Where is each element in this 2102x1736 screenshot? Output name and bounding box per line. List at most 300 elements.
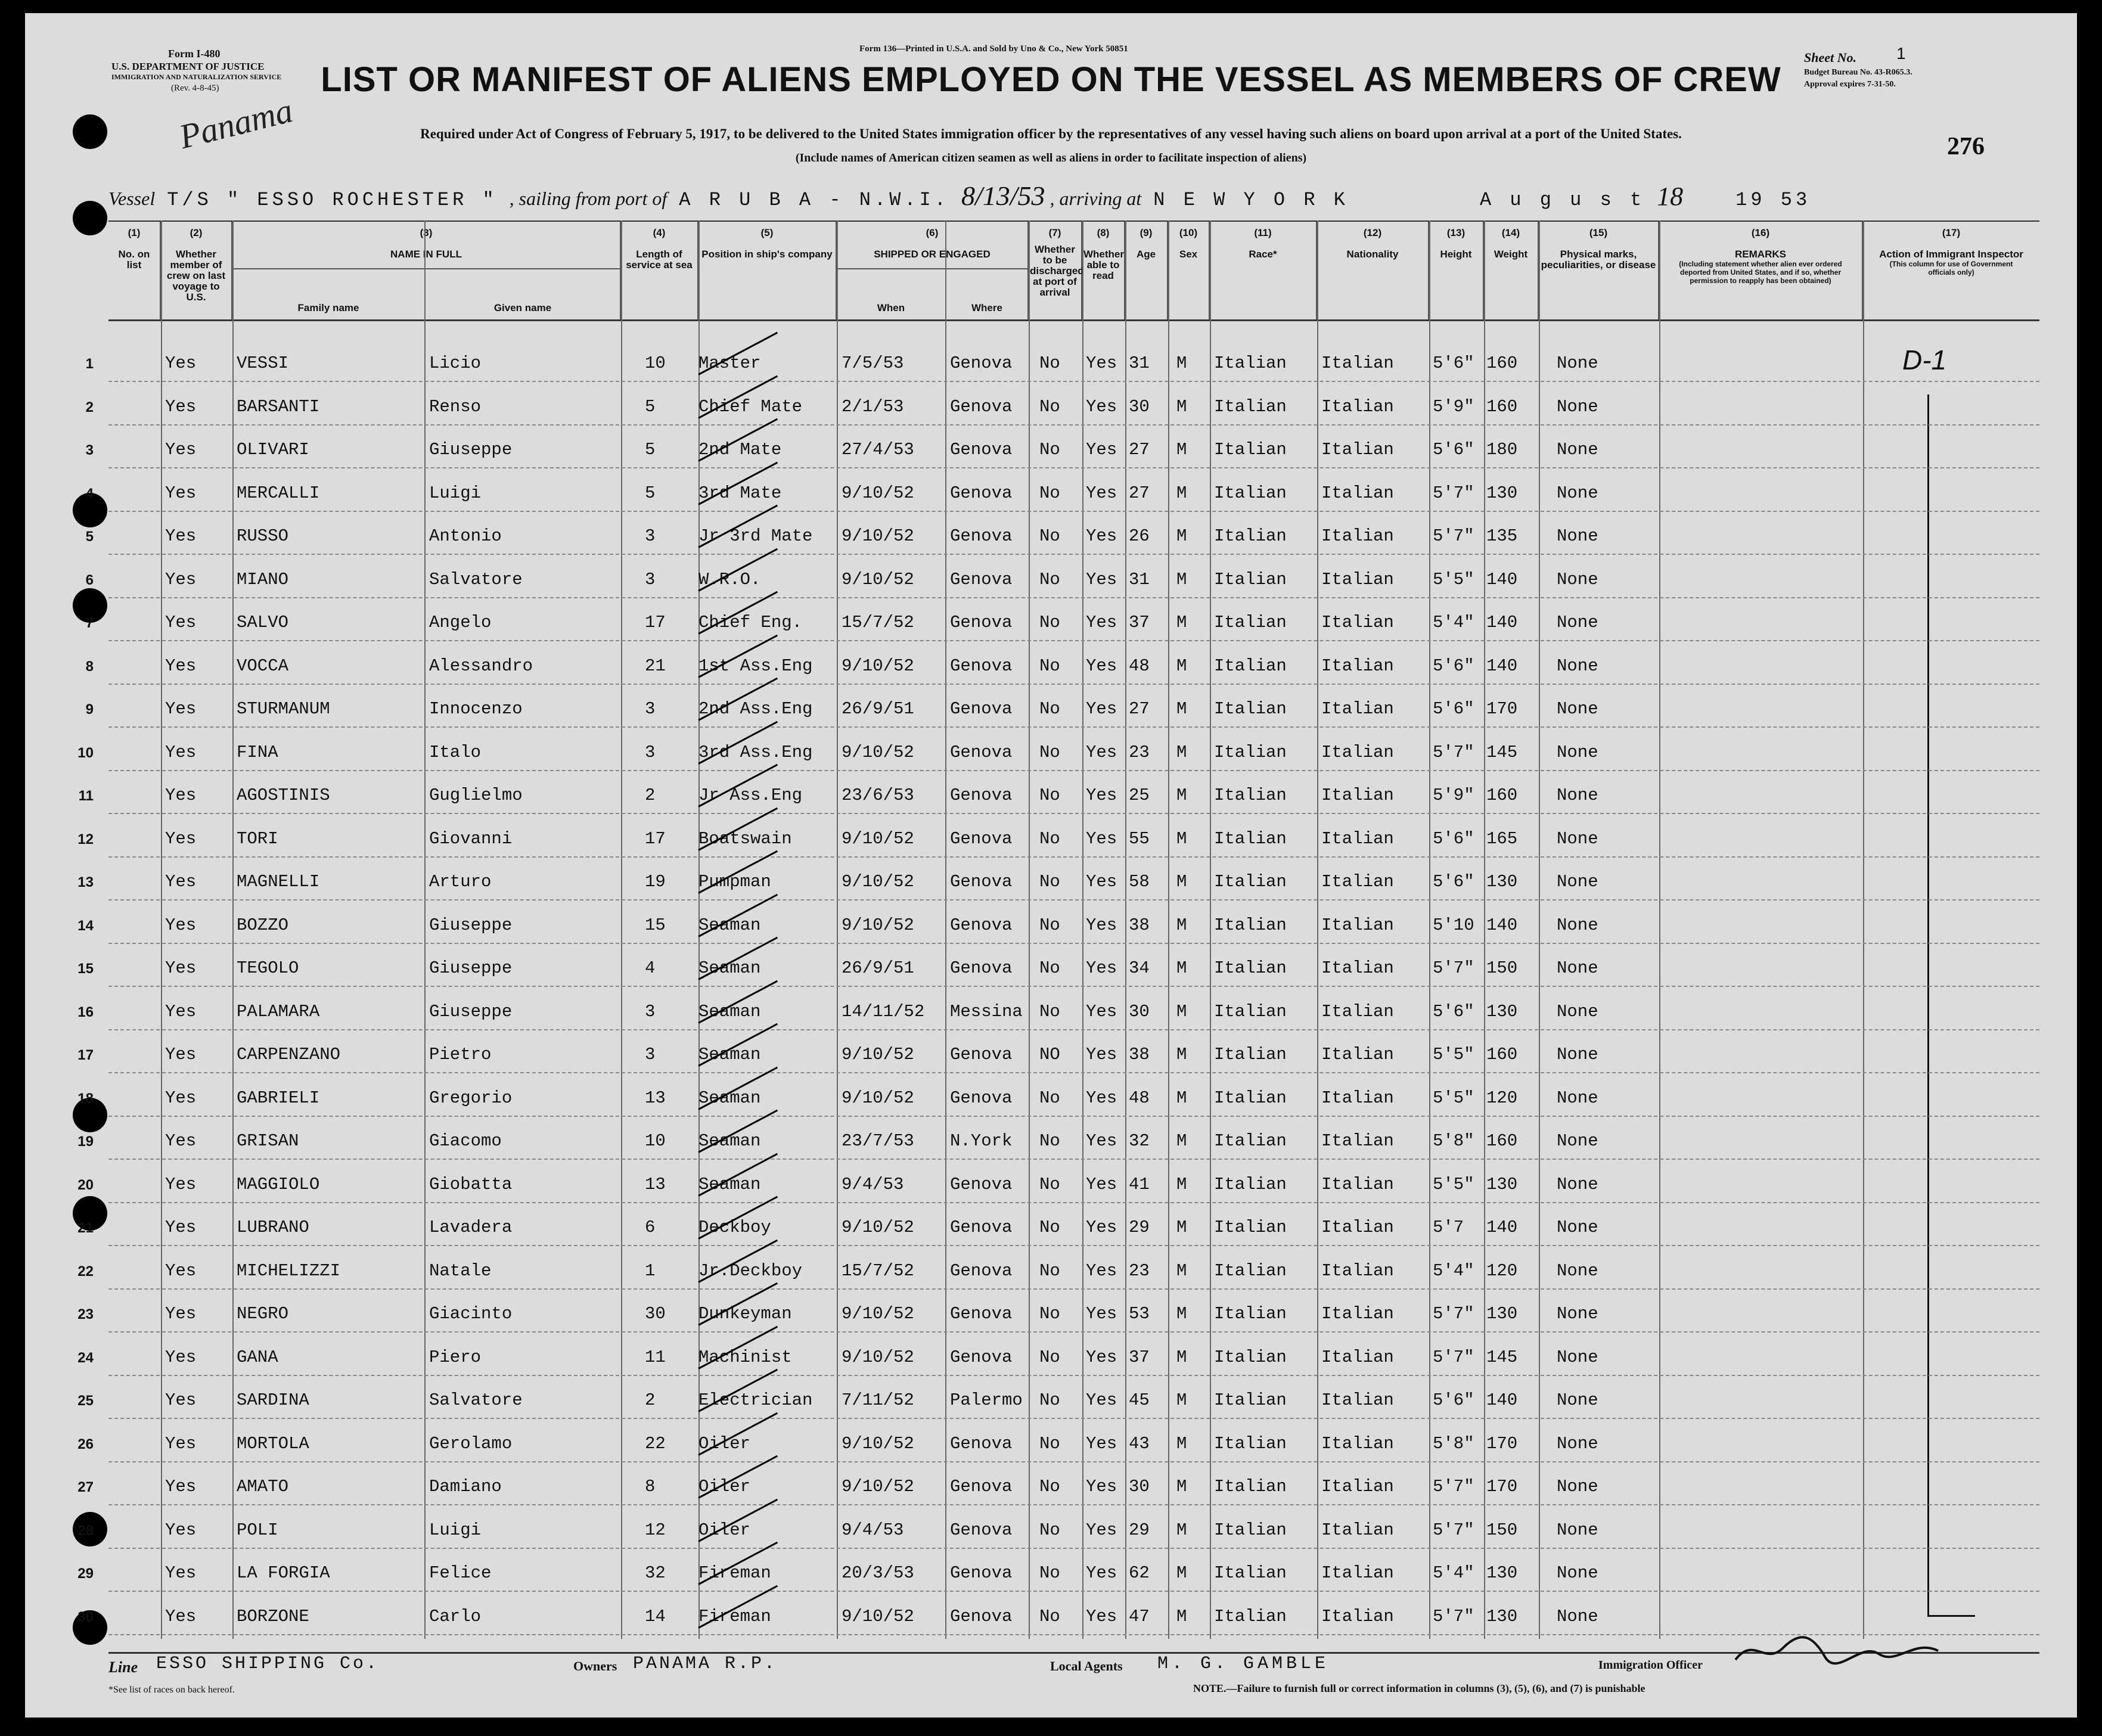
cell-age: 48 [1129, 1088, 1150, 1108]
table-row [77, 1288, 2039, 1333]
cell-service: 13 [645, 1088, 666, 1108]
cell-nationality: Italian [1321, 1260, 1394, 1281]
cell-weight: 135 [1486, 526, 1518, 546]
table-row [77, 813, 2039, 858]
cell-service: 5 [645, 440, 656, 459]
cell-row-number: 10 [77, 744, 94, 761]
cell-position: Machinist [698, 1347, 792, 1367]
cell-discharged: No [1039, 828, 1060, 849]
page-subtitle: Required under Act of Congress of February 5, 1917, to be delivered to the United States immigration officer by the representatives of any vessel having such aliens on board upon arrival at a port of the United States. [420, 126, 1682, 141]
cell-discharged: No [1039, 1390, 1060, 1410]
cell-given-name: Giuseppe [429, 440, 513, 459]
cell-read: Yes [1086, 569, 1117, 589]
table-row [77, 1073, 2039, 1117]
cell-weight: 120 [1486, 1260, 1518, 1281]
cell-given-name: Italo [429, 742, 482, 762]
cell-race: Italian [1214, 1088, 1287, 1108]
cell-row-number: 25 [77, 1393, 94, 1409]
cell-race: Italian [1214, 440, 1287, 459]
cell-discharged: No [1039, 915, 1060, 935]
cell-row-number: 9 [85, 701, 94, 718]
cell-age: 29 [1129, 1218, 1150, 1237]
vessel-line [108, 180, 1818, 212]
cell-shipped-where: Genova [950, 915, 1013, 935]
cell-discharged: No [1039, 396, 1060, 417]
cell-shipped-when: 2/1/53 [842, 396, 904, 417]
cell-discharged: No [1039, 656, 1060, 676]
cell-discharged: No [1039, 699, 1060, 719]
cell-weight: 165 [1486, 828, 1518, 849]
cell-read: Yes [1086, 483, 1117, 503]
cell-height: 5'5" [1433, 1045, 1474, 1064]
cell-shipped-where: Genova [950, 440, 1013, 459]
cell-sex: M [1176, 1477, 1187, 1496]
cell-discharged: No [1039, 483, 1060, 503]
cell-weight: 130 [1486, 1304, 1518, 1324]
cell-discharged: No [1039, 353, 1060, 373]
cell-physical-marks: None [1557, 1260, 1598, 1281]
table-row [85, 338, 2039, 382]
cell-sex: M [1176, 1520, 1187, 1540]
cell-race: Italian [1214, 353, 1287, 373]
cell-race: Italian [1214, 526, 1287, 546]
cell-physical-marks: None [1557, 828, 1598, 849]
table-row [85, 597, 2039, 641]
cell-last-voyage: Yes [165, 1520, 197, 1540]
cell-last-voyage: Yes [165, 1477, 197, 1496]
cell-height: 5'4" [1433, 1563, 1474, 1583]
cell-position: 3rd Ass.Eng [698, 742, 813, 762]
cell-shipped-when: 27/4/53 [842, 440, 914, 459]
cell-physical-marks: None [1557, 915, 1598, 935]
cell-discharged: No [1039, 1174, 1060, 1194]
cell-height: 5'7" [1433, 1347, 1474, 1367]
col-header-service: (4) Length of service at sea [621, 222, 698, 319]
table-row [77, 1461, 2039, 1505]
cell-race: Italian [1214, 915, 1287, 935]
cell-weight: 145 [1486, 742, 1518, 762]
cell-shipped-when: 9/4/53 [842, 1520, 904, 1540]
cell-race: Italian [1214, 1477, 1287, 1496]
cell-discharged: No [1039, 1260, 1060, 1281]
cell-physical-marks: None [1557, 699, 1598, 719]
cell-position: Jr Ass.Eng [698, 785, 803, 805]
cell-service: 22 [645, 1433, 666, 1454]
cell-nationality: Italian [1321, 440, 1394, 459]
cell-weight: 140 [1486, 1218, 1518, 1237]
cell-given-name: Giacinto [429, 1304, 513, 1324]
cell-last-voyage: Yes [165, 396, 197, 417]
table-row [77, 856, 2039, 900]
cell-height: 5'8" [1433, 1131, 1474, 1151]
inspector-mark: D-1 [1902, 344, 1947, 375]
owners-value: PANAMA R.P. [633, 1654, 778, 1674]
table-row [77, 1548, 2039, 1592]
cell-family-name: MAGNELLI [237, 872, 320, 892]
cell-nationality: Italian [1321, 958, 1394, 978]
cell-shipped-when: 9/10/52 [842, 569, 914, 589]
cell-last-voyage: Yes [165, 915, 197, 935]
cell-shipped-when: 9/10/52 [842, 1088, 914, 1108]
cell-shipped-where: Genova [950, 1088, 1013, 1108]
cell-service: 13 [645, 1174, 666, 1194]
col-header-nationality: (12) Nationality [1317, 222, 1429, 319]
cell-given-name: Lavadera [429, 1218, 513, 1237]
cell-row-number: 13 [77, 874, 94, 890]
cell-family-name: POLI [237, 1520, 278, 1540]
cell-read: Yes [1086, 1347, 1117, 1367]
cell-nationality: Italian [1321, 656, 1394, 676]
cell-service: 12 [645, 1520, 666, 1540]
cell-shipped-when: 9/10/52 [842, 915, 914, 935]
cell-position: Fireman [698, 1606, 771, 1626]
cell-row-number: 17 [77, 1047, 94, 1063]
cell-family-name: BOZZO [237, 915, 289, 935]
cell-position: Jr 3rd Mate [698, 526, 813, 546]
cell-shipped-where: Palermo [950, 1390, 1023, 1410]
cell-race: Italian [1214, 1045, 1287, 1064]
cell-weight: 160 [1486, 1045, 1518, 1064]
cell-physical-marks: None [1557, 1477, 1598, 1496]
cell-race: Italian [1214, 1563, 1287, 1583]
cell-family-name: CARPENZANO [237, 1045, 341, 1064]
cell-position: Jr.Deckboy [698, 1260, 803, 1281]
cell-read: Yes [1086, 656, 1117, 676]
cell-read: Yes [1086, 958, 1117, 978]
cell-weight: 160 [1486, 1131, 1518, 1151]
arrival-year: 19 53 [1735, 189, 1811, 211]
sheet-number: 1 [1896, 44, 1906, 63]
cell-row-number: 22 [77, 1263, 94, 1280]
cell-physical-marks: None [1557, 1001, 1598, 1021]
page-subnote: (Include names of American citizen seamen as well as aliens in order to facilitate inspection of aliens) [795, 151, 1307, 164]
cell-height: 5'5" [1433, 1088, 1474, 1108]
table-row [77, 900, 2039, 944]
cell-last-voyage: Yes [165, 872, 197, 892]
cell-shipped-where: N.York [950, 1131, 1013, 1151]
cell-nationality: Italian [1321, 1218, 1394, 1237]
cell-family-name: LUBRANO [237, 1218, 309, 1237]
cell-row-number: 6 [85, 572, 94, 588]
cell-age: 62 [1129, 1563, 1150, 1583]
col-header-physical-marks: (15) Physical marks, peculiarities, or disease [1539, 222, 1659, 319]
cell-family-name: MORTOLA [237, 1433, 309, 1454]
cell-height: 5'6" [1433, 1390, 1474, 1410]
cell-age: 29 [1129, 1520, 1150, 1540]
col-header-no: (1) No. on list [108, 222, 161, 319]
cell-given-name: Pietro [429, 1045, 492, 1064]
cell-sex: M [1176, 483, 1187, 503]
cell-age: 55 [1129, 828, 1150, 849]
cell-shipped-where: Genova [950, 396, 1013, 417]
col-header-sex: (10) Sex [1168, 222, 1210, 319]
cell-row-number: 5 [85, 529, 94, 545]
cell-sex: M [1176, 699, 1187, 719]
cell-height: 5'5" [1433, 569, 1474, 589]
cell-position: Seaman [698, 1088, 761, 1108]
cell-service: 5 [645, 483, 656, 503]
cell-last-voyage: Yes [165, 1174, 197, 1194]
cell-position: Fireman [698, 1563, 771, 1583]
table-row [85, 641, 2039, 685]
cell-shipped-when: 9/10/52 [842, 526, 914, 546]
cell-height: 5'7" [1433, 958, 1474, 978]
cell-read: Yes [1086, 1606, 1117, 1626]
sailing-label: , sailing from port of [509, 188, 667, 209]
cell-discharged: No [1039, 1304, 1060, 1324]
line-value: ESSO SHIPPING Co. [156, 1654, 380, 1674]
cell-height: 5'7" [1433, 483, 1474, 503]
cell-age: 26 [1129, 526, 1150, 546]
cell-last-voyage: Yes [165, 1131, 197, 1151]
cell-weight: 150 [1486, 958, 1518, 978]
cell-physical-marks: None [1557, 1390, 1598, 1410]
cell-given-name: Angelo [429, 613, 492, 632]
cell-race: Italian [1214, 1433, 1287, 1454]
col-header-age: (9) Age [1125, 222, 1168, 319]
cell-shipped-where: Genova [950, 526, 1013, 546]
cell-shipped-when: 9/10/52 [842, 1433, 914, 1454]
cell-row-number: 30 [77, 1608, 94, 1625]
cell-age: 31 [1129, 353, 1150, 373]
cell-service: 8 [645, 1477, 656, 1496]
cell-discharged: No [1039, 1088, 1060, 1108]
cell-discharged: No [1039, 1477, 1060, 1496]
cell-position: Oiler [698, 1433, 751, 1454]
cell-shipped-when: 9/10/52 [842, 1218, 914, 1237]
cell-weight: 130 [1486, 1563, 1518, 1583]
cell-shipped-where: Genova [950, 1347, 1013, 1367]
cell-shipped-where: Genova [950, 828, 1013, 849]
form-id: Form I-480 [168, 48, 221, 60]
cell-family-name: NEGRO [237, 1304, 289, 1324]
cell-sex: M [1176, 353, 1187, 373]
cell-family-name: TEGOLO [237, 958, 299, 978]
cell-shipped-where: Genova [950, 1606, 1013, 1626]
cell-row-number: 23 [77, 1306, 94, 1322]
cell-height: 5'8" [1433, 1433, 1474, 1454]
table-row [78, 770, 2039, 814]
cell-discharged: No [1039, 1131, 1060, 1151]
cell-given-name: Giuseppe [429, 1001, 513, 1021]
cell-sex: M [1176, 440, 1187, 459]
cell-race: Italian [1214, 828, 1287, 849]
footer-note: NOTE.—Failure to furnish full or correct information in columns (3), (5), (6), and (7) is punishable [1193, 1682, 1645, 1694]
cell-race: Italian [1214, 1606, 1287, 1626]
table-row [77, 1591, 2039, 1635]
cell-row-number: 24 [77, 1349, 94, 1366]
budget-bureau: Budget Bureau No. 43-R065.3. [1804, 68, 1912, 77]
printer-line: Form 136—Printed in U.S.A. and Sold by Uno & Co., New York 50851 [859, 44, 1128, 54]
cell-height: 5'6" [1433, 699, 1474, 719]
cell-height: 5'7" [1433, 1477, 1474, 1496]
cell-age: 48 [1129, 656, 1150, 676]
cell-race: Italian [1214, 699, 1287, 719]
cell-nationality: Italian [1321, 569, 1394, 589]
cell-family-name: MERCALLI [237, 483, 320, 503]
arrival-day: 18 [1657, 182, 1684, 211]
cell-sex: M [1176, 915, 1187, 935]
cell-read: Yes [1086, 1260, 1117, 1281]
cell-height: 5'10 [1433, 915, 1474, 935]
cell-sex: M [1176, 569, 1187, 589]
cell-read: Yes [1086, 1045, 1117, 1064]
cell-shipped-when: 15/7/52 [842, 613, 914, 632]
cell-shipped-where: Messina [950, 1001, 1023, 1021]
cell-physical-marks: None [1557, 1606, 1598, 1626]
cell-service: 3 [645, 699, 656, 719]
cell-age: 23 [1129, 1260, 1150, 1281]
cell-physical-marks: None [1557, 1347, 1598, 1367]
cell-row-number: 14 [77, 917, 94, 934]
cell-last-voyage: Yes [165, 353, 197, 373]
cell-age: 25 [1129, 785, 1150, 805]
cell-service: 3 [645, 526, 656, 546]
handwritten-panama: Panama [175, 91, 297, 157]
cell-family-name: GRISAN [237, 1131, 299, 1151]
cell-sex: M [1176, 872, 1187, 892]
cell-shipped-when: 23/7/53 [842, 1131, 914, 1151]
cell-sex: M [1176, 1347, 1187, 1367]
cell-family-name: VOCCA [237, 656, 289, 676]
vessel-name: T/S " ESSO ROCHESTER " [167, 189, 498, 211]
cell-read: Yes [1086, 1563, 1117, 1583]
cell-service: 17 [645, 828, 666, 849]
col-header-name: (3) NAME IN FULL Family name Given name [232, 222, 621, 319]
cell-nationality: Italian [1321, 828, 1394, 849]
cell-read: Yes [1086, 1304, 1117, 1324]
cell-weight: 130 [1486, 1174, 1518, 1194]
cell-nationality: Italian [1321, 526, 1394, 546]
cell-discharged: NO [1039, 1045, 1060, 1064]
cell-age: 37 [1129, 1347, 1150, 1367]
cell-race: Italian [1214, 1131, 1287, 1151]
cell-physical-marks: None [1557, 569, 1598, 589]
cell-last-voyage: Yes [165, 1001, 197, 1021]
cell-age: 34 [1129, 958, 1150, 978]
cell-discharged: No [1039, 785, 1060, 805]
cell-given-name: Salvatore [429, 1390, 523, 1410]
cell-sex: M [1176, 1433, 1187, 1454]
cell-age: 23 [1129, 742, 1150, 762]
cell-row-number: 4 [85, 485, 94, 502]
cell-given-name: Giuseppe [429, 958, 513, 978]
cell-shipped-where: Genova [950, 872, 1013, 892]
cell-discharged: No [1039, 1520, 1060, 1540]
cell-read: Yes [1086, 915, 1117, 935]
officer-label: Immigration Officer [1598, 1659, 1703, 1672]
cell-row-number: 29 [77, 1566, 94, 1582]
handwritten-date: 8/13/53 [961, 181, 1045, 211]
cell-read: Yes [1086, 742, 1117, 762]
cell-position: 2nd Mate [698, 440, 782, 459]
cell-family-name: LA FORGIA [237, 1563, 330, 1583]
cell-physical-marks: None [1557, 613, 1598, 632]
table-row [77, 1375, 2039, 1419]
cell-sex: M [1176, 1088, 1187, 1108]
cell-family-name: OLIVARI [237, 440, 309, 459]
cell-weight: 145 [1486, 1347, 1518, 1367]
cell-nationality: Italian [1321, 1045, 1394, 1064]
table-row [77, 1116, 2039, 1160]
cell-physical-marks: None [1557, 1174, 1598, 1194]
cell-read: Yes [1086, 396, 1117, 417]
cell-read: Yes [1086, 613, 1117, 632]
cell-service: 5 [645, 396, 656, 417]
cell-physical-marks: None [1557, 526, 1598, 546]
cell-service: 10 [645, 353, 666, 373]
cell-age: 27 [1129, 483, 1150, 503]
cell-weight: 140 [1486, 1390, 1518, 1410]
cell-discharged: No [1039, 1563, 1060, 1583]
cell-race: Italian [1214, 742, 1287, 762]
owners-label: Owners [573, 1659, 617, 1673]
cell-read: Yes [1086, 440, 1117, 459]
cell-position: Oiler [698, 1477, 751, 1496]
cell-race: Italian [1214, 1260, 1287, 1281]
cell-family-name: RUSSO [237, 526, 289, 546]
cell-nationality: Italian [1321, 1520, 1394, 1540]
cell-service: 6 [645, 1218, 656, 1237]
cell-shipped-when: 9/10/52 [842, 1045, 914, 1064]
cell-shipped-where: Genova [950, 1304, 1013, 1324]
cell-given-name: Salvatore [429, 569, 523, 589]
cell-nationality: Italian [1321, 699, 1394, 719]
cell-given-name: Giuseppe [429, 915, 513, 935]
cell-shipped-where: Genova [950, 1260, 1013, 1281]
cell-age: 47 [1129, 1606, 1150, 1626]
col-header-inspector: (17) Action of Immigrant Inspector (This column for use of Government officials only) [1879, 227, 2023, 277]
cell-position: Electrician [698, 1390, 813, 1410]
cell-nationality: Italian [1321, 1563, 1394, 1583]
cell-row-number: 28 [77, 1522, 94, 1539]
cell-height: 5'9" [1433, 396, 1474, 417]
table-row [77, 1418, 2039, 1462]
manifest-sheet [25, 13, 2077, 1718]
cell-service: 10 [645, 1131, 666, 1151]
form-revision: (Rev. 4-8-45) [171, 83, 219, 93]
cell-race: Italian [1214, 958, 1287, 978]
arriving-label: , arriving at [1050, 188, 1142, 209]
cell-shipped-where: Genova [950, 613, 1013, 632]
cell-discharged: No [1039, 440, 1060, 459]
cell-shipped-where: Genova [950, 1045, 1013, 1064]
cell-row-number: 1 [85, 356, 94, 372]
cell-row-number: 21 [77, 1220, 94, 1236]
cell-given-name: Luigi [429, 1520, 482, 1540]
cell-last-voyage: Yes [165, 1260, 197, 1281]
cell-last-voyage: Yes [165, 1088, 197, 1108]
cell-service: 4 [645, 958, 656, 978]
cell-sex: M [1176, 613, 1187, 632]
cell-position: 2nd Ass.Eng [698, 699, 813, 719]
cell-position: Chief Mate [698, 396, 803, 417]
cell-position: Master [698, 353, 761, 373]
cell-sex: M [1176, 1045, 1187, 1064]
manifest-footer [108, 1652, 2039, 1695]
cell-weight: 150 [1486, 1520, 1518, 1540]
cell-read: Yes [1086, 1520, 1117, 1540]
cell-shipped-when: 9/10/52 [842, 483, 914, 503]
cell-position: Seaman [698, 1045, 761, 1064]
cell-family-name: SARDINA [237, 1390, 309, 1410]
cell-physical-marks: None [1557, 353, 1598, 373]
cell-row-number: 2 [85, 399, 94, 415]
cell-physical-marks: None [1557, 1520, 1598, 1540]
cell-last-voyage: Yes [165, 958, 197, 978]
cell-last-voyage: Yes [165, 1563, 197, 1583]
cell-shipped-where: Genova [950, 699, 1013, 719]
